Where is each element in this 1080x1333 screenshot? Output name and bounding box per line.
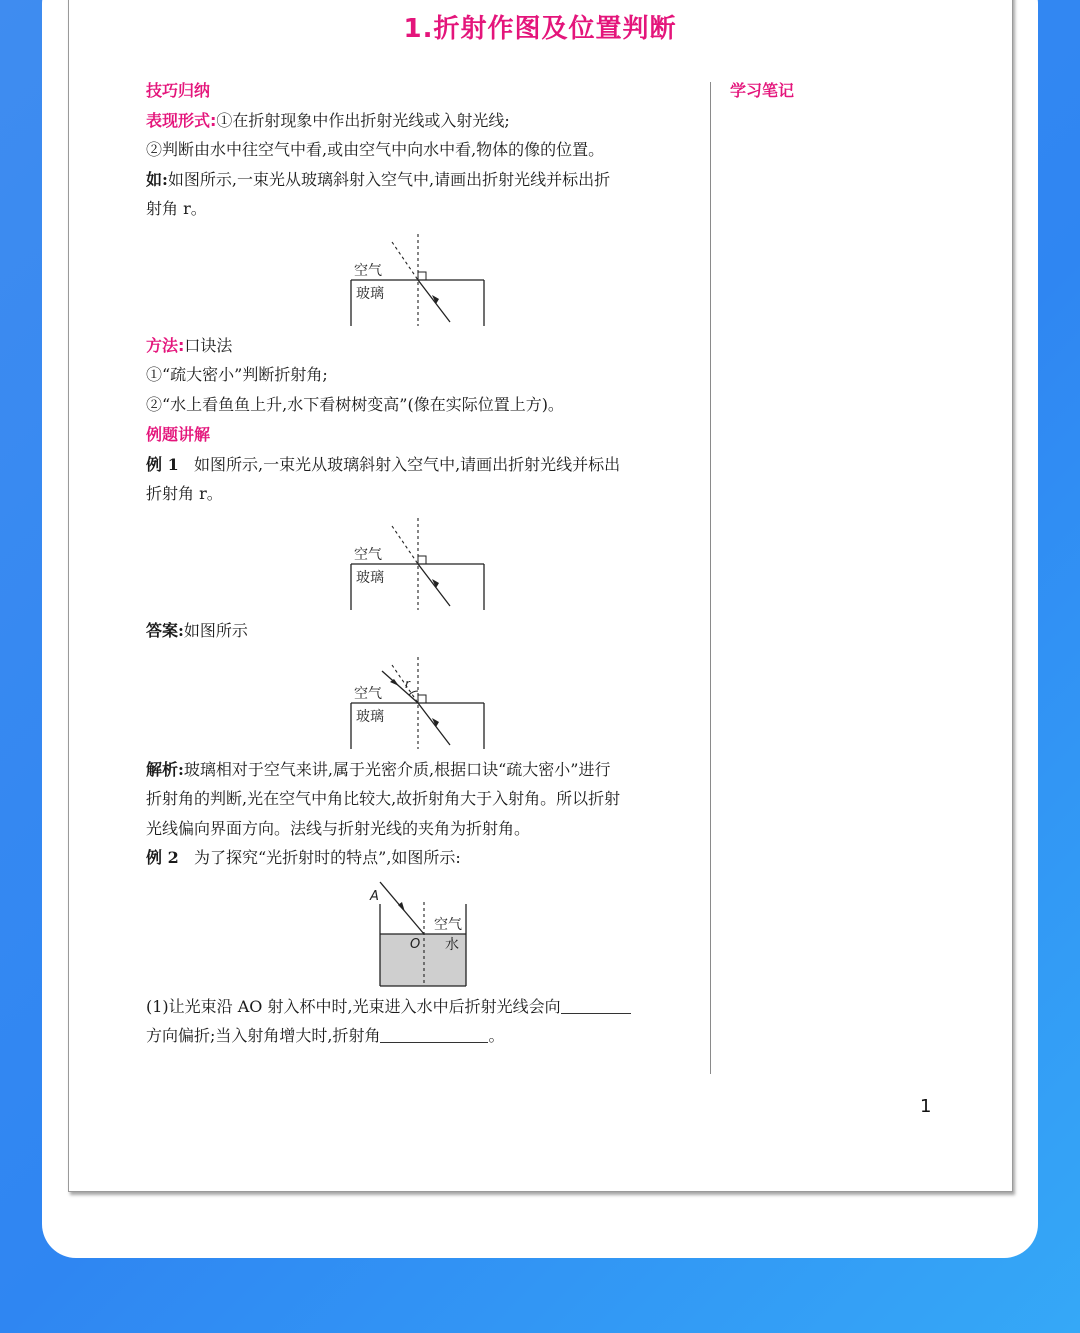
form-text-1: ①在折射现象中作出折射光线或入射光线; [216, 111, 510, 130]
analysis-line-1 [146, 755, 694, 785]
analysis-text-1: 玻璃相对于空气来讲,属于光密介质,根据口诀“疏大密小”进行 [183, 760, 611, 779]
form-line-2: ②判断由水中往空气中看,或由空气中向水中看,物体的像的位置。 [146, 140, 605, 159]
label-glass: 玻璃 [356, 709, 384, 725]
answer-text: 如图所示 [183, 621, 248, 640]
label-air: 空气 [354, 547, 382, 563]
refraction-diagram-question [350, 232, 490, 328]
question1-text-1: (1)让光束沿 AO 射入杯中时,光束进入水中后折射光线会向 [146, 997, 561, 1016]
example2-text: 为了探究“光折射时的特点”,如图所示: [193, 848, 461, 867]
label-glass: 玻璃 [356, 570, 384, 586]
label-air: 空气 [354, 686, 382, 702]
label-angle-r: r [405, 677, 410, 691]
answer-diagram [350, 655, 490, 751]
answer-label: 答案: [146, 621, 184, 640]
notes-heading: 学习笔记 [730, 81, 795, 100]
examples-heading: 例题讲解 [146, 425, 211, 444]
skills-heading: 技巧归纳 [146, 81, 211, 100]
page-title: 1.折射作图及位置判断 [403, 14, 677, 44]
example-label: 如: [146, 170, 168, 189]
answer-blank-1[interactable] [561, 997, 631, 1014]
example1-text-1: 如图所示,一束光从玻璃斜射入空气中,请画出折射光线并标出 [193, 455, 621, 474]
question1-text-2: 方向偏折;当入射角增大时,折射角 [146, 1026, 381, 1045]
question1-end: 。 [488, 1026, 505, 1045]
label-air: 空气 [434, 917, 462, 933]
method-text: 口诀法 [184, 336, 233, 355]
example1-diagram [350, 516, 490, 612]
column-divider [710, 82, 711, 1074]
method-line [146, 331, 694, 361]
form-line-1 [146, 106, 694, 136]
skill-example-text-1: 如图所示,一束光从玻璃斜射入空气中,请画出折射光线并标出折 [167, 170, 611, 189]
question1-line-1 [146, 992, 694, 1022]
analysis-line-3: 光线偏向界面方向。法线与折射光线的夹角为折射角。 [146, 819, 531, 838]
analysis-label: 解析: [146, 760, 184, 779]
skill-example-line-2: 射角 r。 [146, 199, 207, 218]
example2-label: 例 2 [146, 848, 179, 867]
label-water: 水 [445, 937, 459, 953]
example1-line-2: 折射角 r。 [146, 484, 223, 503]
method-label: 方法: [146, 336, 185, 355]
example1-label: 例 1 [146, 455, 179, 474]
page-number: 1 [920, 1096, 932, 1117]
analysis-line-2: 折射角的判断,光在空气中角比较大,故折射角大于入射角。所以折射 [146, 789, 621, 808]
example1-line-1 [146, 450, 694, 480]
skill-example-line-1 [146, 165, 694, 195]
form-label: 表现形式: [146, 111, 217, 130]
answer-blank-2[interactable] [380, 1026, 488, 1043]
answer-line [146, 616, 694, 646]
label-air: 空气 [354, 263, 382, 279]
method-line-2: ②“水上看鱼鱼上升,水下看树树变高”(像在实际位置上方)。 [146, 395, 564, 414]
water-cup-diagram [368, 878, 472, 990]
label-point-o: O [410, 937, 421, 952]
label-point-a: A [370, 889, 379, 904]
label-glass: 玻璃 [356, 286, 384, 302]
example2-line [146, 843, 694, 873]
question1-line-2 [146, 1021, 694, 1051]
method-line-1: ①“疏大密小”判断折射角; [146, 365, 328, 384]
